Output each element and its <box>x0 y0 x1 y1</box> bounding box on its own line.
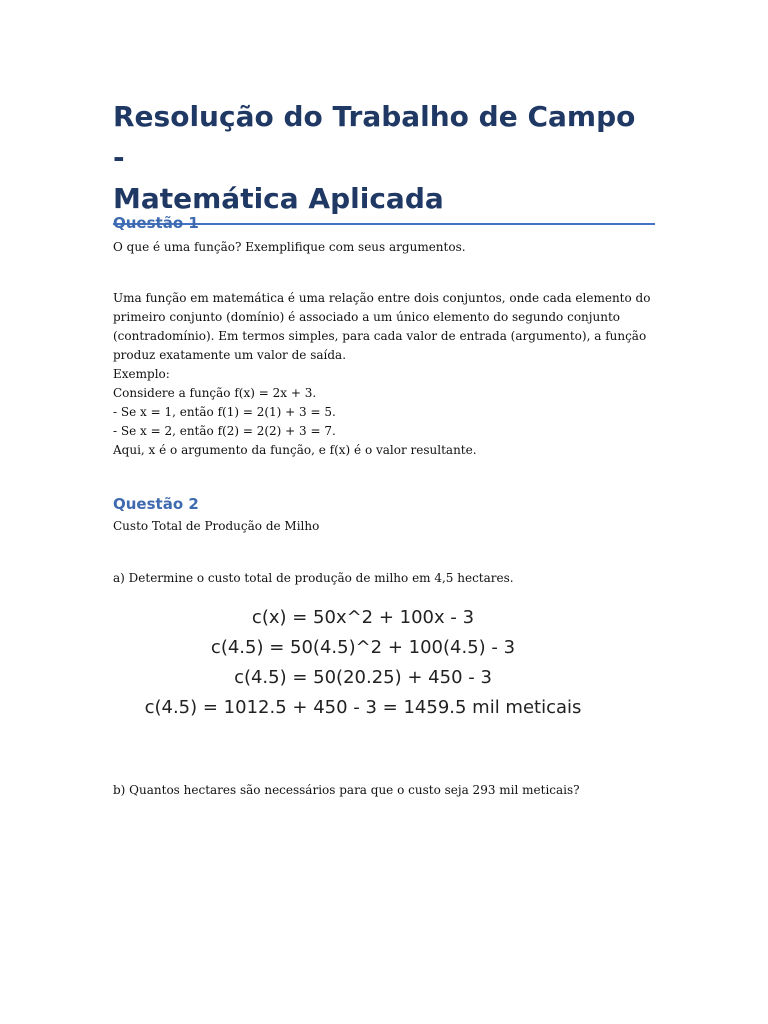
answer-line: Exemplo: <box>113 367 170 381</box>
equation-line: c(4.5) = 1012.5 + 450 - 3 = 1459.5 mil meticais <box>144 697 582 718</box>
question-1-heading: Questão 1 <box>113 214 199 232</box>
document-title <box>113 96 655 225</box>
equation-line: c(4.5) = 50(4.5)^2 + 100(4.5) - 3 <box>210 637 516 658</box>
equation-image <box>128 601 598 761</box>
equation-line: c(x) = 50x^2 + 100x - 3 <box>251 607 475 628</box>
answer-line: produz exatamente um valor de saída. <box>113 348 347 362</box>
answer-line: - Se x = 2, então f(2) = 2(2) + 3 = 7. <box>113 424 336 438</box>
question-2-heading: Questão 2 <box>113 495 199 513</box>
equation-line: c(4.5) = 50(20.25) + 450 - 3 <box>234 667 492 688</box>
answer-line: Uma função em matemática é uma relação entre dois conjuntos, onde cada elemento do <box>113 291 651 305</box>
question-2-subtitle: Custo Total de Produção de Milho <box>113 519 320 533</box>
question-1-answer <box>113 289 673 460</box>
answer-line: (contradomínio). Em termos simples, para cada valor de entrada (argumento), a função <box>113 329 647 343</box>
title-line-2: Matemática Aplicada <box>113 182 444 215</box>
document-page <box>113 96 655 797</box>
title-line-1: Resolução do Trabalho de Campo - <box>113 100 636 174</box>
question-2-part-a: a) Determine o custo total de produção de milho em 4,5 hectares. <box>113 571 514 585</box>
answer-line: Considere a função f(x) = 2x + 3. <box>113 386 317 400</box>
question-1-text: O que é uma função? Exemplifique com seus argumentos. <box>113 240 466 254</box>
question-2-part-b: b) Quantos hectares são necessários para que o custo seja 293 mil meticais? <box>113 783 580 797</box>
answer-line: primeiro conjunto (domínio) é associado a um único elemento do segundo conjunto <box>113 310 620 324</box>
answer-line: - Se x = 1, então f(1) = 2(1) + 3 = 5. <box>113 405 336 419</box>
answer-line: Aqui, x é o argumento da função, e f(x) é o valor resultante. <box>113 443 477 457</box>
